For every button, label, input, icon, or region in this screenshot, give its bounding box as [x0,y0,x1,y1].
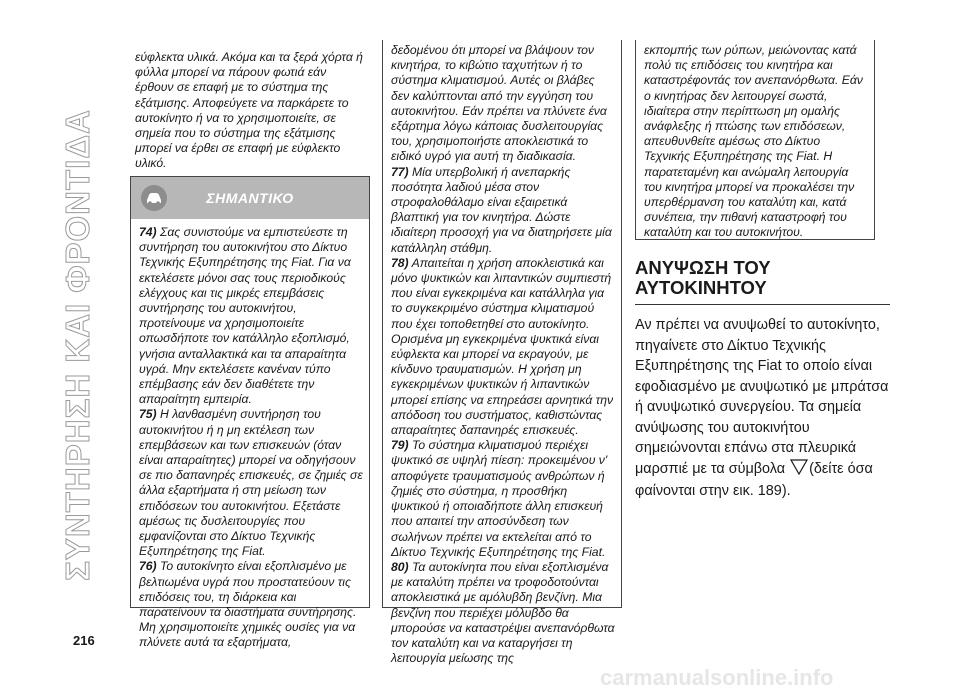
section-heading-line: ΑΝΥΨΩΣΗ ΤΟΥ [635,257,771,278]
note-paragraph [391,165,615,256]
note-text: Απαιτείται η χρήση αποκλειστικά και μόνο ψυκτικών και λιπαντικών συμπιεστή που είναι εγκεκριμένα και κατάλληλα για το συγκεκριμένο σύστημα κλιματισμού που έχει τοποθετηθεί στο αυτοκίνητο. Ορισμένα μη εγκεκριμένα ψυκτικά είναι εύφλεκτα και μπορεί να εκραγούν, με κίνδυνο τραυματισμών. Η χρήση μη εγκεκριμένων ψυκτικών ή λιπαντικών μπορεί επίσης να επηρεάσει αρνητικά την απόδοση του συστήματος, καθιστώντας απαραίτητες δαπανηρές επισκευές. [391,255,614,438]
lift-point-triangle-icon [790,459,808,482]
column-2-box [382,40,622,666]
chapter-side-title: ΣΥΝΤΗΡΗΣΗ ΚΑΙ ΦΡΟΝΤΙΔΑ [59,109,96,581]
column-2-lead: δεδομένου ότι μπορεί να βλάψουν τον κινητήρα, το κιβώτιο ταχυτήτων ή το σύστημα κλιματισμού. Αυτές οι βλάβες δεν καλύπτονται από την εγγύηση του αυτοκινήτου. Εάν πρέπει να πλύνετε ένα εξάρτημα λόγω κάποιας δυσλειτουργίας του, χρησιμοποιήστε αποκλειστικά το ειδικό υγρό για αυτή τη διαδικασία. [391,43,607,164]
note-header [131,177,369,219]
note-paragraph [139,407,363,559]
note-text: Μία υπερβολική ή ανεπαρκής ποσότητα λαδιού μέσα στον στροφαλοθάλαμο είναι εξαιρετικά βλαπτική για τον κινητήρα. Δώστε ιδιαίτερη προσοχή για να διατηρήσετε μία κατάλληλη στάθμη. [391,164,612,255]
note-number: 74) [139,225,157,239]
column-1-paragraph: εύφλεκτα υλικά. Ακόμα και τα ξερά χόρτα ή φύλλα μπορεί να πάρουν φωτιά εάν έρθουν σε επαφή με το σύστημα της εξάτμισης. Αποφεύγετε να παρκάρετε το αυτοκίνητο ή να το χρησιμοποιείτε, σε σημεία που το σύστημα της εξάτμισης μπορεί να έρθει σε επαφή με εύφλεκτο υλικό. [135,50,363,171]
column-3-paragraph: εκπομπής των ρύπων, μειώνοντας κατά πολύ τις επιδόσεις του κινητήρα και καταστρέφοντάς τον ανεπανόρθωτα. Εάν ο κινητήρας δεν λειτουργεί σωστά, ιδιαίτερα στην περίπτωση μη ομαλής ανάφλεξης ή πτώσης των επιδόσεων, απευθυνθείτε αμέσως στο Δίκτυο Τεχνικής Εξυπηρέτησης της Fiat. Η παρατεταμένη και ανώμαλη λειτουργία του κινητήρα μπορεί να προκαλέσει την υπερθέρμανση του καταλύτη και, κατά συνέπεια, την πιθανή καταστροφή του καταλύτη και του αυτοκινήτου. [644,43,863,240]
note-text: Η λανθασμένη συντήρηση του αυτοκινήτου ή η μη εκτέλεση των επεμβάσεων και των επισκευών (όταν είναι απαραίτητες) μπορεί να οδηγήσουν σε πιο δαπανηρές επισκευές, σε ζημιές σε άλλα εξαρτήματα ή στη μείωση των επιδόσεων του αυτοκινήτου. Εξετάστε αμέσως τις δυσλειτουργίες που εμφανίζονται στο Δίκτυο Τεχνικής Εξυπηρέτησης της Fiat. [139,407,363,559]
section-body [635,315,890,502]
note-paragraph [391,560,615,666]
note-paragraph [391,256,615,438]
note-title: ΣΗΜΑΝΤΙΚΟ [206,190,294,206]
note-body [131,219,369,651]
note-paragraph [391,438,615,560]
note-paragraph [139,225,363,407]
lifting-section [635,258,890,502]
note-text: Σας συνιστούμε να εμπιστεύεστε τη συντήρηση του αυτοκινήτου στο Δίκτυο Τεχνικής Εξυπηρέτησης της Fiat. Για να εκτελέσετε μόνοι σας τους περιοδικούς ελέγχους και τις μικρές επεμβάσεις συντήρησης του αυτοκινήτου, προτείνουμε να χρησιμοποιείτε οπωσδήποτε τον κατάλληλο εξοπλισμό, γνήσια ανταλλακτικά και τα απαραίτητα υγρά. Μην εκτελέσετε κανέναν τύπο επέμβασης εάν δεν διαθέτετε την απαραίτητη εμπειρία. [139,225,351,407]
note-number: 75) [139,407,157,422]
important-note-box [130,176,370,650]
note-text: Το σύστημα κλιματισμού περιέχει ψυκτικό σε υψηλή πίεση: προκειμένου ν' αποφύγετε τραυματισμούς ανθρώπων ή ζημιές στο σύστημα, η προσθήκη ψυκτικού ή οποιαδήποτε άλλη επισκευή που απαιτεί την αποσύνδεση των σωλήνων πρέπει να εκτελείται από το Δίκτυο Τεχνικής Εξυπηρέτησης της Fiat. [391,438,608,559]
column-1-text [135,50,365,172]
section-heading [635,258,890,305]
section-heading-line: ΑΥΤΟΚΙΝΗΤΟΥ [635,277,767,298]
note-number: 76) [139,559,157,574]
note-number: 79) [391,438,409,453]
note-number: 77) [391,164,409,179]
note-text: Τα αυτοκίνητα που είναι εξοπλισμένα με καταλύτη πρέπει να τροφοδοτούνται αποκλειστικά με αμόλυβδη βενζίνη. Μια βενζίνη που περιέχει μόλυβδο θα μπορούσε να καταστρέψει ανεπανόρθωτα τον καταλύτη και να καταργήσει τη λειτουργία μείωσης της [391,559,615,666]
note-paragraph [139,559,363,650]
section-text: Αν πρέπει να ανυψωθεί το αυτοκίνητο, πηγαίνετε στο Δίκτυο Τεχνικής Εξυπηρέτησης της Fiat το οποίο είναι εφοδιασμένο με ανυψωτικό με μπράτσα ή ανυψωτικό συνεργείου. Τα σημεία ανύψωσης του αυτοκινήτου σημειώνονται επάνω στα πλευρικά μαρσπιέ με τα σύμβολα [635,317,889,477]
car-warning-icon [141,185,167,211]
page-number: 216 [73,633,95,648]
note-number: 80) [391,559,409,574]
section-text: (δείτε όσα φαίνονται στην εικ. 189). [635,460,873,499]
watermark: carmanualsonline.info [600,665,834,690]
note-text: Το αυτοκίνητο είναι εξοπλισμένο με βελτιωμένα υγρά που προστατεύουν τις επιδόσεις του, τη διάρκεια και παρατείνουν τα διαστήματα συντήρησης. Μη χρησιμοποιείτε χημικές ουσίες για να πλύνετε αυτά τα εξαρτήματα, [139,559,357,650]
note-number: 78) [391,255,409,270]
column-3-box [635,40,875,240]
